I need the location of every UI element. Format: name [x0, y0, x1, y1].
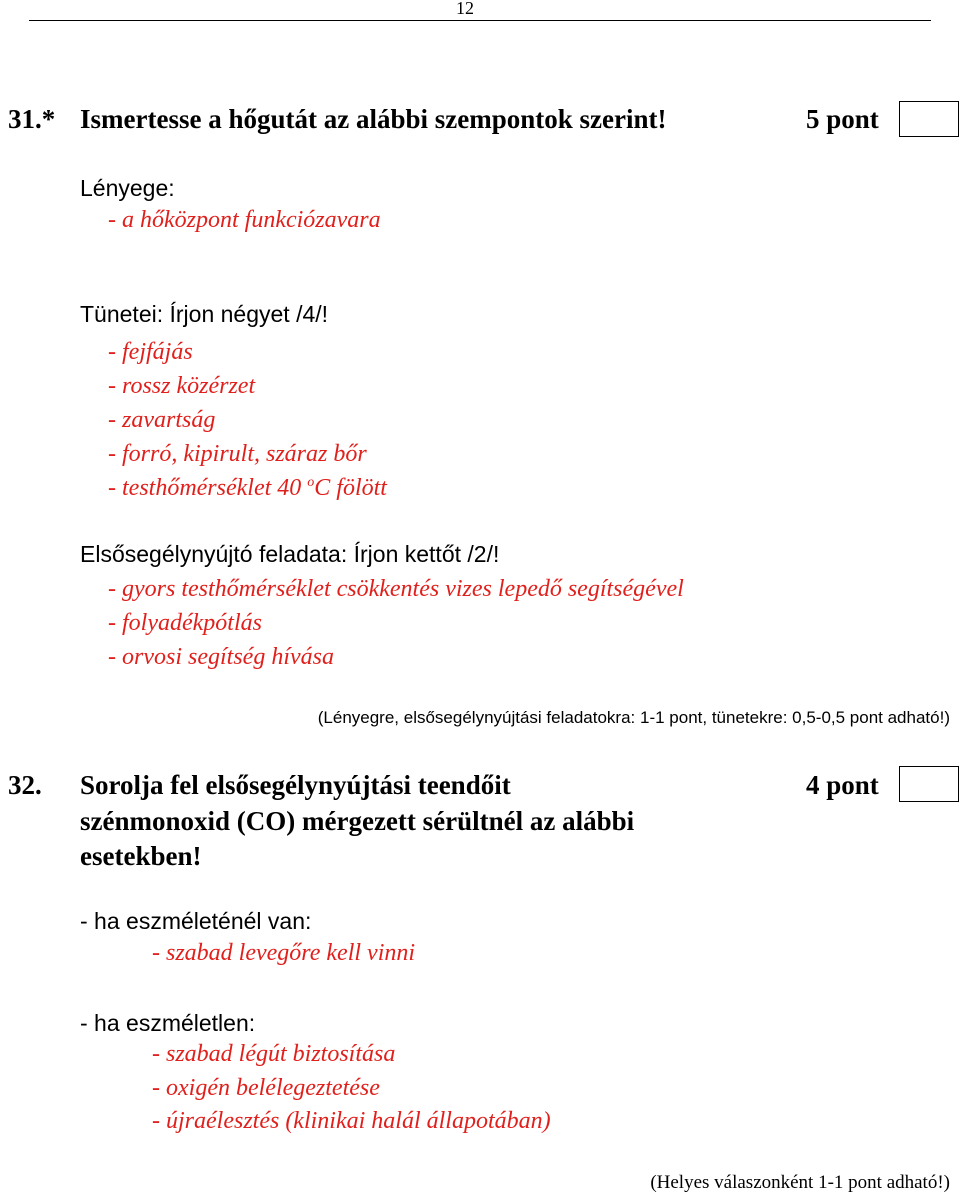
q32-score-box[interactable]: [899, 766, 959, 802]
q31-symptom-item: - fejfájás: [108, 339, 193, 365]
q32-unconscious-item: - szabad légút biztosítása: [152, 1041, 396, 1067]
q31-score-box[interactable]: [899, 101, 959, 137]
header-rule: [29, 20, 931, 21]
q31-firstaid-item: - orvosi segítség hívása: [108, 644, 334, 670]
q32-unconscious-label: - ha eszméletlen:: [80, 1010, 256, 1036]
q31-symptom-item: - rossz közérzet: [108, 373, 256, 399]
q32-points: 4 pont: [806, 770, 879, 800]
q32-text-line3: esetekben!: [80, 841, 202, 871]
q32-scoring-note: (Helyes válaszonként 1-1 pont adható!): [650, 1172, 950, 1193]
q31-symptom-item: - zavartság: [108, 407, 216, 433]
q32-text-line1: Sorolja fel elsősegélynyújtási teendőit: [80, 770, 511, 800]
temp-suffix: C fölött: [314, 475, 387, 501]
q31-number: 31.*: [8, 104, 56, 134]
q31-essence-item: - a hőközpont funkciózavara: [108, 207, 381, 233]
q31-firstaid-item: - folyadékpótlás: [108, 610, 262, 636]
q31-essence-label: Lényege:: [80, 175, 175, 201]
q32-text-line2: szénmonoxid (CO) mérgezett sérültnél az alábbi: [80, 806, 635, 836]
q32-conscious-item: - szabad levegőre kell vinni: [152, 940, 416, 966]
q31-symptom-item: - forró, kipirult, száraz bőr: [108, 441, 367, 467]
temp-prefix: - testhőmérséklet 40: [108, 475, 308, 501]
degree-sup: o: [307, 475, 315, 490]
q31-points: 5 pont: [806, 104, 879, 134]
q32-number: 32.: [8, 770, 42, 800]
q31-firstaid-item: - gyors testhőmérséklet csökkentés vizes lepedő segítségével: [108, 576, 684, 602]
q31-symptoms-label: Tünetei: Írjon négyet /4/!: [80, 301, 329, 327]
q32-conscious-label: - ha eszméleténél van:: [80, 908, 312, 934]
q31-firstaid-label: Elsősegélynyújtó feladata: Írjon kettőt /2/!: [80, 541, 500, 567]
q31-temperature-item: [108, 475, 387, 502]
q32-unconscious-item: - újraélesztés (klinikai halál állapotában): [152, 1108, 551, 1134]
q31-text: Ismertesse a hőgutát az alábbi szempontok szerint!: [80, 104, 667, 134]
page-number: 12: [456, 0, 474, 18]
q31-scoring-note: (Lényegre, elsősegélynyújtási feladatokra: 1-1 pont, tünetekre: 0,5-0,5 pont adható!): [317, 708, 950, 727]
q32-unconscious-item: - oxigén belélegeztetése: [152, 1075, 380, 1101]
